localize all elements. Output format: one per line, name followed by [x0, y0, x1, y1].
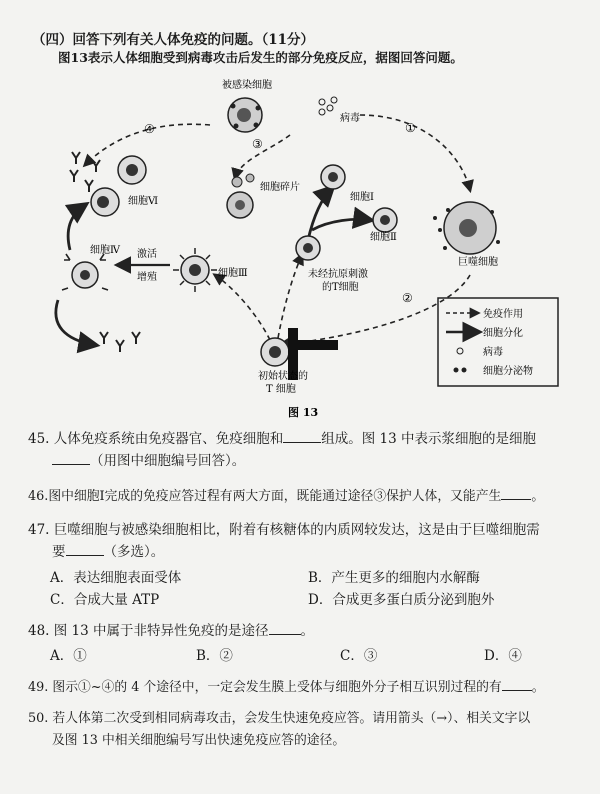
label-cell-4: 细胞Ⅳ: [90, 245, 120, 256]
label-virus: 病毒: [340, 113, 360, 124]
legend-virus-icon: [457, 348, 463, 354]
immune-diagram: [40, 70, 570, 420]
cell-2: [373, 208, 397, 232]
section-title: （四）回答下列有关人体免疫的问题。（11分）: [32, 32, 315, 48]
legend: [438, 298, 558, 386]
question-45: [28, 428, 576, 472]
q48-blank[interactable]: [269, 620, 301, 635]
label-activate: 激活: [137, 249, 157, 260]
q46-text: 46.图中细胞Ⅰ完成的免疫应答过程有两大方面，既能通过途径③保护人体，又能产生: [28, 489, 502, 504]
question-46: [28, 485, 576, 508]
label-cell-2: 细胞Ⅱ: [370, 232, 397, 243]
label-cell-6: 细胞Ⅵ: [128, 196, 159, 207]
label-debris: 细胞碎片: [260, 182, 300, 193]
cell4-secrete-arrow: [56, 300, 95, 345]
label-path-2: ②: [402, 291, 413, 305]
q47-text-a: 47. 巨噬细胞与被感染细胞相比，附着有核糖体的内质网较发达，这是由于巨噬细胞需: [28, 522, 540, 538]
q48-option-a[interactable]: A．①: [50, 648, 87, 664]
t-to-cell3-arrow: [215, 275, 270, 340]
section-intro: 图13表示人体细胞受到病毒攻击后发生的部分免疫反应，据图回答问题。: [58, 50, 463, 65]
q45-text-c: （用图中细胞编号回答）。: [90, 453, 246, 469]
q45-text-a: 45. 人体免疫系统由免疫器官、免疫细胞和: [28, 431, 284, 447]
q47-text-b: 要: [52, 544, 66, 560]
question-50: [28, 708, 576, 752]
path-2-arrow: [280, 275, 470, 345]
to-cell2-arrow: [312, 219, 370, 230]
q46-blank[interactable]: [501, 485, 531, 500]
label-path-3: ③: [252, 137, 263, 151]
question-48: [28, 620, 576, 642]
label-path-1: ①: [405, 121, 416, 135]
cell4-to-cell6-arrow: [68, 205, 85, 250]
q49-text: 49. 图示①~④的 4 个途径中，一定会发生膜上受体与细胞外分子相互识别过程的有: [28, 680, 502, 695]
q49-tail: 。: [531, 680, 545, 695]
q47-blank[interactable]: [66, 541, 104, 556]
q48-tail: 。: [300, 623, 315, 639]
cell-debris: [227, 174, 254, 218]
secreted-antibodies: [100, 332, 140, 352]
label-cell-1: 细胞Ⅰ: [350, 192, 374, 203]
question-47: [28, 519, 576, 563]
label-path-4: ④: [144, 122, 155, 136]
question-49: [28, 676, 576, 699]
legend-virus: 病毒: [483, 347, 503, 358]
q48-option-c[interactable]: C．③: [340, 648, 378, 664]
q47-option-a[interactable]: A．表达细胞表面受体: [50, 570, 182, 586]
cell-3: [173, 248, 217, 292]
label-unstim-t-2: 的T细胞: [322, 282, 359, 293]
q47-text-c: （多选）。: [103, 544, 165, 560]
q45-blank-1[interactable]: [283, 428, 321, 443]
label-unstim-t-1: 未经抗原刺激: [308, 269, 368, 280]
q49-blank[interactable]: [502, 676, 532, 691]
q46-tail: 。: [531, 489, 545, 504]
legend-secretion: 细胞分泌物: [483, 366, 533, 377]
q47-option-c[interactable]: C．合成大量 ATP: [50, 592, 160, 608]
q48-text: 48. 图 13 中属于非特异性免疫的是途径: [28, 623, 269, 639]
q50-text-a: 50. 若人体第二次受到相同病毒攻击，会发生快速免疫应答。请用箭头（→）、相关文字以: [28, 711, 531, 726]
q50-text-b: 及图 13 中相关细胞编号写出快速免疫应答的途径。: [52, 733, 346, 748]
legend-secretion-icon: [454, 368, 459, 373]
cell-6: [91, 188, 119, 216]
label-proliferate: 增殖: [137, 272, 157, 283]
q48-option-b[interactable]: B．②: [196, 648, 233, 664]
label-cell-3: 细胞Ⅲ: [218, 268, 248, 279]
label-naive-t-1: 初始状态的: [258, 371, 308, 382]
q45-text-b: 组成。图 13 中表示浆细胞的是细胞: [321, 431, 537, 447]
antibody-cluster: [70, 152, 100, 192]
figure-13: [40, 70, 570, 420]
cell-4: [62, 254, 108, 290]
q47-option-b[interactable]: B．产生更多的细胞内水解酶: [308, 570, 480, 586]
q45-blank-2[interactable]: [52, 450, 90, 465]
infected-cell: [228, 98, 262, 132]
label-naive-t-2: T 细胞: [266, 384, 296, 395]
to-cell1-arrow: [308, 188, 332, 240]
q47-option-d[interactable]: D．合成更多蛋白质分泌到胞外: [308, 592, 495, 608]
label-macrophage: 巨噬细胞: [458, 257, 498, 268]
macrophage: [433, 202, 500, 254]
q48-option-d[interactable]: D．④: [484, 648, 522, 664]
virus-cluster: [319, 97, 337, 115]
legend-differentiation: 细胞分化: [483, 328, 523, 339]
figure-caption: 图 13: [288, 406, 319, 419]
cell-1: [321, 165, 345, 189]
plasma-cell-top: [118, 156, 146, 184]
unstimulated-t-cell: [296, 236, 320, 260]
t-to-unstim-arrow: [278, 255, 302, 338]
legend-immune-action: 免疫作用: [483, 309, 523, 320]
label-infected-cell: 被感染细胞: [222, 80, 272, 91]
